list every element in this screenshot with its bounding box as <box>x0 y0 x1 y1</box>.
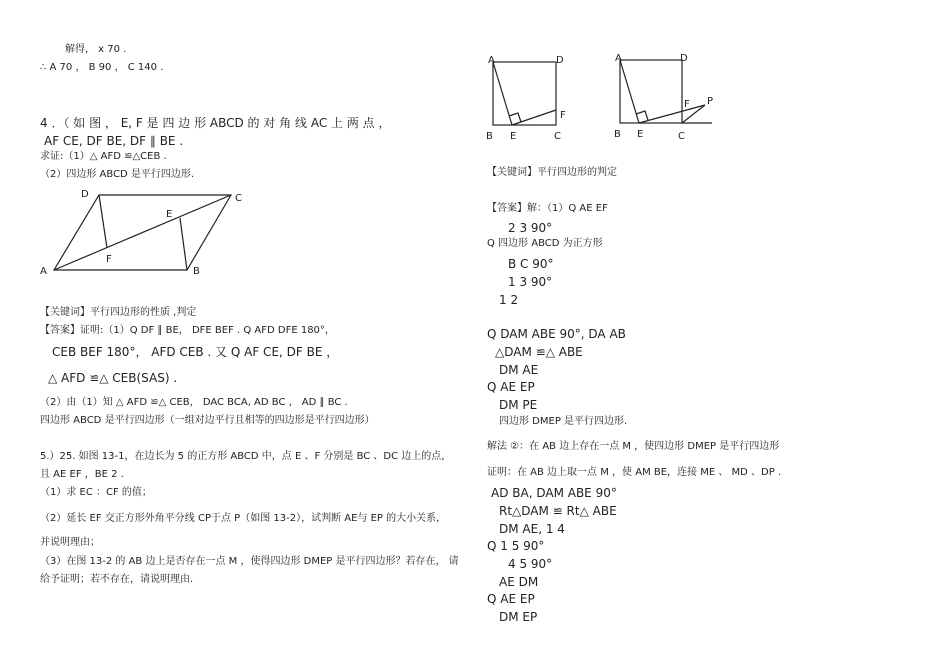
method-2-step: DM AE, 1 4 <box>499 522 565 536</box>
method-2-step: AD BA, DAM ABE 90° <box>491 486 617 500</box>
method-2-heading: 解法 ②：在 AB 边上存在一点 M ，使四边形 DMEP 是平行四边形 <box>487 441 780 452</box>
method-2-step: Q 1 5 90° <box>487 539 545 553</box>
label-F: F <box>560 110 566 121</box>
label-D: D <box>81 189 89 200</box>
text-line: ∴ A 70 ， B 90 ， C 140 . <box>40 62 164 73</box>
answer-step: 四边形 DMEP 是平行四边形. <box>499 416 628 427</box>
answer-step: 1 2 <box>499 293 519 307</box>
label-F: F <box>684 99 690 110</box>
question-4-answer-line: CEB BEF 180°， AFD CEB . 又 Q AF CE, DF BE ， <box>52 345 339 359</box>
label-E: E <box>637 129 644 140</box>
label-F: F <box>106 254 112 265</box>
label-D: D <box>680 53 688 64</box>
question-5-text: （3）在图 13-2 的 AB 边上是否存在一点 M ，使得四边形 DMEP 是平行四边形？若存在， 请 <box>40 556 459 567</box>
question-4-given: AF CE, DF BE, DF ∥ BE . <box>44 134 184 148</box>
question-4-answer-line: △ AFD ≌△ CEB(SAS) . <box>48 371 178 385</box>
answer-step: DM AE <box>499 363 539 377</box>
answer-step: B C 90° <box>508 257 554 271</box>
label-B: B <box>193 266 200 277</box>
label-B: B <box>614 129 621 140</box>
question-5-text: （1）求 EC ：CF 的值； <box>40 487 152 498</box>
question-4-answer-line: 四边形 ABCD 是平行四边形（一组对边平行且相等的四边形是平行四边形） <box>40 415 375 426</box>
label-A: A <box>488 55 495 66</box>
answer-step: Q AE EP <box>487 380 535 394</box>
question-4-prove-2: （2）四边形 ABCD 是平行四边形. <box>40 169 195 180</box>
question-4-prove-1: 求证:（1）△ AFD ≌△CEB . <box>40 151 167 162</box>
method-2-step: AE DM <box>499 575 539 589</box>
question-5-text: （2）延长 EF 交正方形外角平分线 CP于点 P（如图 13-2），试判断 AE与 EP 的大小关系， <box>40 513 447 524</box>
label-A: A <box>615 53 622 64</box>
method-2-step: Q AE EP <box>487 592 535 606</box>
question-4-heading: 4 ．（ 如 图 ， E, F 是 四 边 形 ABCD 的 对 角 线 AC 上 两 点 ， <box>40 116 391 130</box>
question-5-text: 5.）25. 如图 13-1，在边长为 5 的正方形 ABCD 中，点 E 、F 分别是 BC 、DC 边上的点， <box>40 451 452 462</box>
question-4-answer-line: 【答案】证明:（1）Q DF ∥ BE， DFE BEF . Q AFD DFE 180°， <box>40 325 335 336</box>
answer-step: Q DAM ABE 90°, DA AB <box>487 327 626 341</box>
question-4-answer-line: （2）由（1）知 △ AFD ≌△ CEB， DAC BCA, AD BC ， AD ∥ BC . <box>40 397 348 408</box>
label-D: D <box>556 55 564 66</box>
question-5-text: 且 AE EF ，BE 2 . <box>40 469 124 480</box>
answer-step: Q 四边形 ABCD 为正方形 <box>487 238 603 249</box>
label-P: P <box>707 96 714 107</box>
answer-label: 【答案】解：（1）Q AE EF <box>487 203 608 214</box>
method-2-step: 4 5 90° <box>508 557 553 571</box>
question-4-keyword: 【关键词】平行四边形的性质 ,判定 <box>40 307 197 318</box>
label-E: E <box>166 209 173 220</box>
text-line: 解得， x 70 . <box>65 44 127 55</box>
label-C: C <box>678 131 685 142</box>
label-C: C <box>235 193 242 204</box>
label-E: E <box>510 131 517 142</box>
method-2-proof: 证明：在 AB 边上取一点 M ，使 AM BE，连接 ME 、 MD 、DP . <box>487 467 782 478</box>
answer-step: 1 3 90° <box>508 275 553 289</box>
method-2-step: DM EP <box>499 610 538 624</box>
question-5-text: 并说明理由； <box>40 537 100 548</box>
label-B: B <box>486 131 493 142</box>
answer-step: 2 3 90° <box>508 221 553 235</box>
label-C: C <box>554 131 561 142</box>
question-5-text: 给予证明；若不存在，请说明理由. <box>40 574 194 585</box>
method-2-step: Rt△DAM ≌ Rt△ ABE <box>499 504 617 518</box>
answer-step: DM PE <box>499 398 538 412</box>
answer-step: △DAM ≌△ ABE <box>495 345 583 359</box>
question-5-keyword: 【关键词】平行四边形的判定 <box>487 167 617 178</box>
label-A: A <box>40 266 47 277</box>
